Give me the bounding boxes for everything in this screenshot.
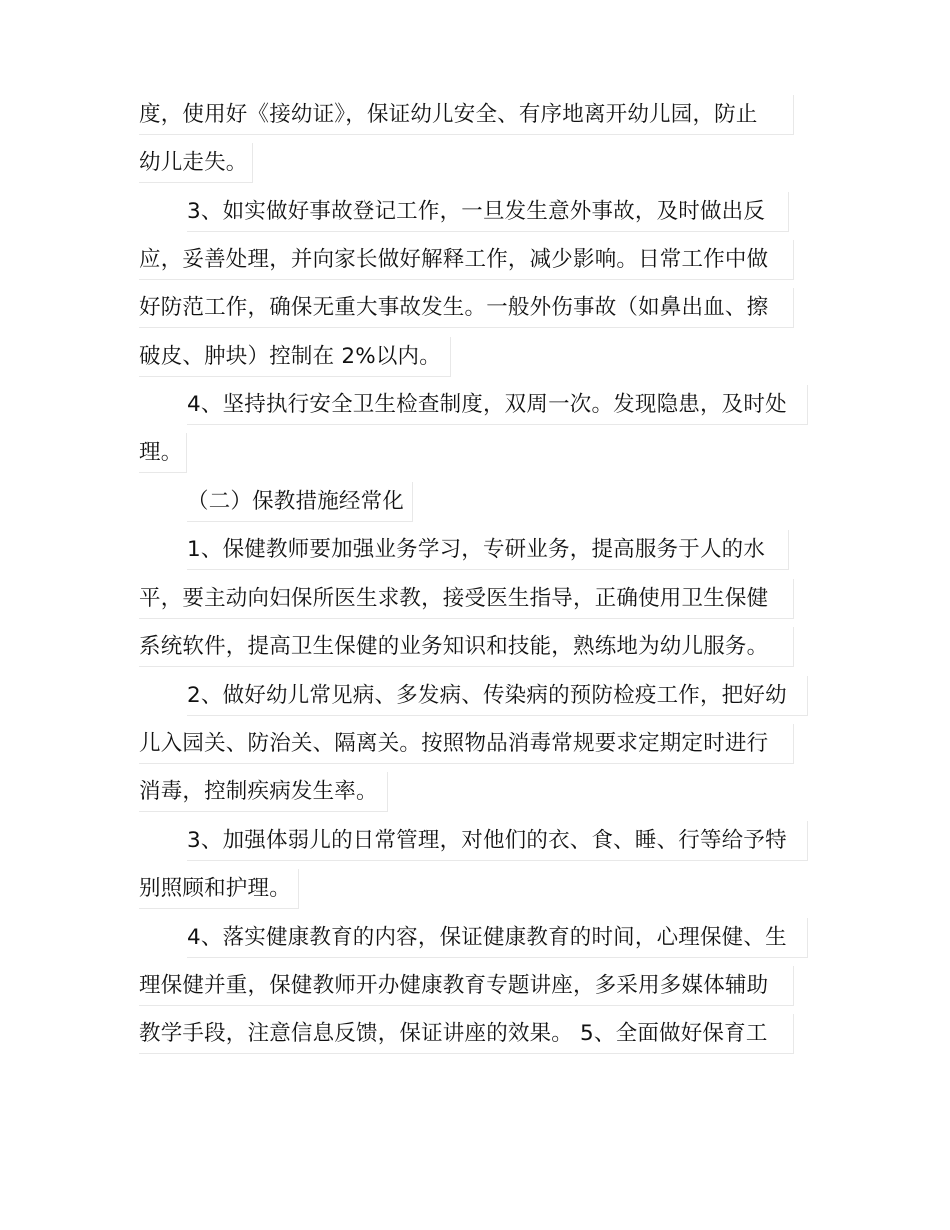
text-line: 教学手段，注意信息反馈，保证讲座的效果。 5、全面做好保育工 — [139, 1014, 794, 1054]
text-line: 2、做好幼儿常见病、多发病、传染病的预防检疫工作，把好幼 — [187, 676, 808, 716]
text-line: 平，要主动向妇保所医生求教，接受医生指导，正确使用卫生保健 — [139, 579, 794, 619]
text-line: 消毒，控制疾病发生率。 — [139, 772, 388, 812]
text-line: 别照顾和护理。 — [139, 869, 299, 909]
text-line: 1、保健教师要加强业务学习，专研业务，提高服务于人的水 — [187, 530, 789, 570]
text-line: 度，使用好《接幼证》，保证幼儿安全、有序地离开幼儿园，防止 — [139, 95, 794, 135]
text-line: 破皮、肿块）控制在 2%以内。 — [139, 337, 451, 377]
text-line: 4、坚持执行安全卫生检查制度，双周一次。发现隐患，及时处 — [187, 385, 808, 425]
text-line: 幼儿走失。 — [139, 143, 253, 183]
text-line: 应，妥善处理，并向家长做好解释工作，减少影响。日常工作中做 — [139, 240, 794, 280]
text-line: 好防范工作，确保无重大事故发生。一般外伤事故（如鼻出血、擦 — [139, 288, 794, 328]
text-line: 理。 — [139, 433, 187, 473]
text-line: 理保健并重，保健教师开办健康教育专题讲座，多采用多媒体辅助 — [139, 966, 794, 1006]
section-heading: （二）保教措施经常化 — [187, 482, 413, 522]
text-line: 4、落实健康教育的内容，保证健康教育的时间，心理保健、生 — [187, 918, 808, 958]
text-line: 系统软件，提高卫生保健的业务知识和技能，熟练地为幼儿服务。 — [139, 627, 794, 667]
text-line: 儿入园关、防治关、隔离关。按照物品消毒常规要求定期定时进行 — [139, 724, 794, 764]
text-line: 3、如实做好事故登记工作，一旦发生意外事故，及时做出反 — [187, 192, 789, 232]
text-line: 3、加强体弱儿的日常管理，对他们的衣、食、睡、行等给予特 — [187, 821, 808, 861]
